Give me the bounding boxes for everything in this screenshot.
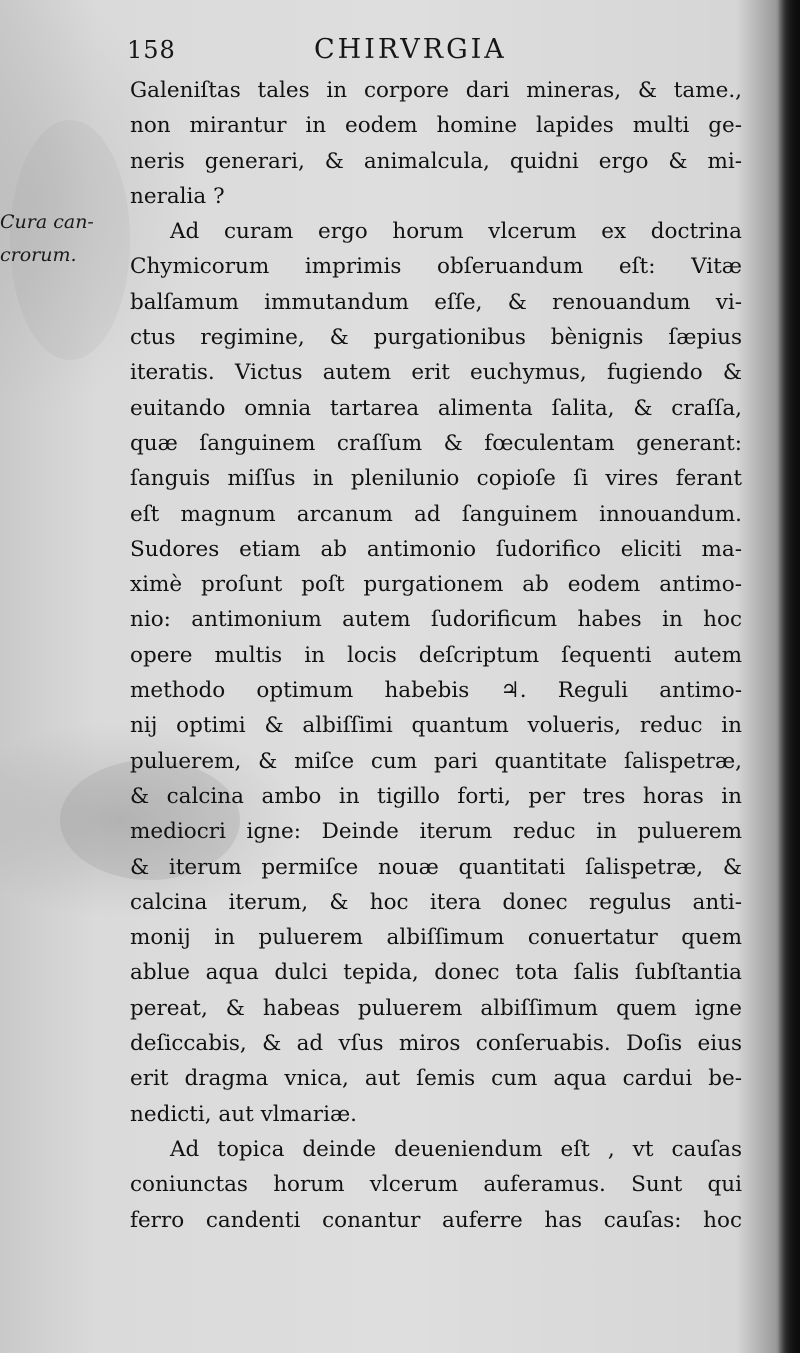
text-line: quæ ſanguinem craſſum & fœculentam generant: bbox=[130, 430, 742, 456]
text-line: ximè proſunt poſt purgationem ab eodem antimo- bbox=[130, 572, 742, 598]
running-title: CHIRVRGIA bbox=[314, 34, 507, 65]
text-line: ablue aqua dulci tepida, donec tota ſalis ſubſtantia bbox=[130, 960, 742, 986]
page-number: 158 bbox=[127, 36, 176, 64]
text-line: ferro candenti conantur auferre has cauſas: hoc bbox=[130, 1207, 742, 1233]
text-line: neris generari, & animalcula, quidni ergo & mi- bbox=[130, 148, 742, 174]
text-line: & calcina ambo in tigillo forti, per tres horas in bbox=[130, 783, 742, 809]
text-line: coniunctas horum vlcerum auferamus. Sunt qui bbox=[130, 1172, 742, 1198]
paragraph-start-line: Ad curam ergo horum vlcerum ex doctrina bbox=[170, 219, 742, 245]
text-line: balſamum immutandum eſſe, & renouandum vi- bbox=[130, 289, 742, 315]
marginal-note-line: Cura can- bbox=[0, 211, 94, 233]
marginal-note bbox=[0, 206, 125, 272]
text-line: eſt magnum arcanum ad ſanguinem innouandum. bbox=[130, 501, 742, 527]
text-line: ſanguis miſſus in plenilunio copioſe ſi vires ferant bbox=[130, 466, 742, 492]
marginal-note-line: crorum. bbox=[0, 244, 77, 266]
text-line: Sudores etiam ab antimonio ſudorifico eliciti ma- bbox=[130, 536, 742, 562]
text-line: deſiccabis, & ad vſus miros conſeruabis. Doſis eius bbox=[130, 1031, 742, 1057]
text-line: opere multis in locis deſcriptum ſequenti autem bbox=[130, 642, 742, 668]
text-line: Chymicorum imprimis obſeruandum eſt: Vitæ bbox=[130, 254, 742, 280]
text-line: mediocri igne: Deinde iterum reduc in puluerem bbox=[130, 819, 742, 845]
text-line: ctus regimine, & purgationibus bènignis ſæpius bbox=[130, 325, 742, 351]
text-line: iteratis. Victus autem erit euchymus, fugiendo & bbox=[130, 360, 742, 386]
paragraph-start-line: Ad topica deinde deueniendum eſt , vt cauſas bbox=[170, 1136, 742, 1162]
text-line: nedicti, aut vlmariæ. bbox=[130, 1101, 357, 1127]
text-line: monij in puluerem albiſſimum conuertatur quem bbox=[130, 925, 742, 951]
text-line: pereat, & habeas puluerem albiſſimum quem igne bbox=[130, 995, 742, 1021]
text-line: nio: antimonium autem ſudorificum habes in hoc bbox=[130, 607, 742, 633]
text-line: puluerem, & miſce cum pari quantitate ſalispetræ, bbox=[130, 748, 742, 774]
text-line: erit dragma vnica, aut ſemis cum aqua cardui be- bbox=[130, 1066, 742, 1092]
text-line: nij optimi & albiſſimi quantum volueris, reduc in bbox=[130, 713, 742, 739]
text-line: neralia ? bbox=[130, 183, 225, 209]
text-line: Galeniſtas tales in corpore dari mineras, & tame., bbox=[130, 78, 742, 103]
text-line: euitando omnia tartarea alimenta ſalita, & craſſa, bbox=[130, 395, 742, 421]
page-gutter-shadow bbox=[778, 0, 800, 1353]
text-line: calcina iterum, & hoc itera donec regulus anti- bbox=[130, 889, 742, 915]
text-line: non mirantur in eodem homine lapides multi ge- bbox=[130, 113, 742, 139]
text-line: methodo optimum habebis ♃. Reguli antimo- bbox=[130, 678, 742, 704]
body-text bbox=[130, 73, 742, 1238]
text-line: & iterum permiſce nouæ quantitati ſalispetræ, & bbox=[130, 854, 742, 880]
running-head bbox=[0, 34, 800, 70]
